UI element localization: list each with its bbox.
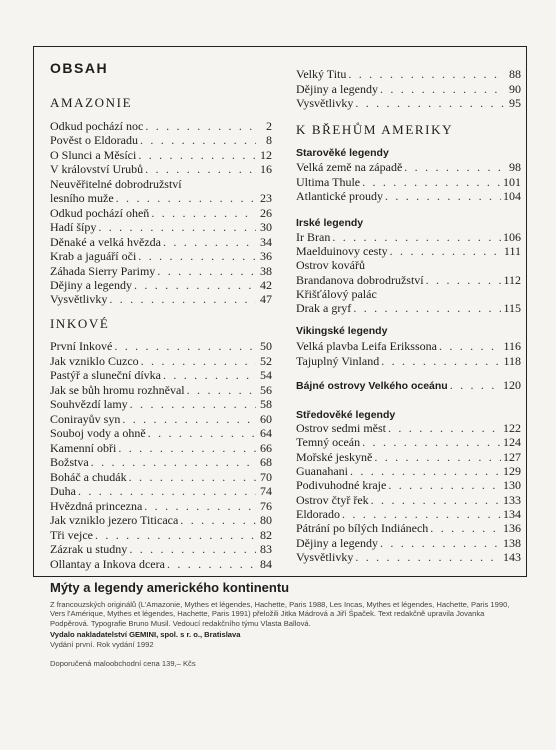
entry-title: Podivuhodné kraje [296,478,387,493]
entry-title: Ultima Thule [296,174,361,189]
toc-entry [296,190,521,203]
page-number: 98 [509,160,521,174]
dot-leader [426,274,502,287]
toc-entry [50,456,272,469]
page-number: 118 [503,353,521,368]
dot-leader [355,97,505,110]
page-number: 70 [260,469,272,484]
section-heading-k-brehum-ameriky: K BŘEHŮM AMERIKY [296,122,454,137]
dot-leader [362,176,501,189]
entry-title: Hvězdná princezna [50,498,143,513]
page-number: 124 [503,435,521,450]
entry-title: Velký Titu [296,67,347,81]
dot-leader [385,190,501,203]
toc-entry [296,422,521,435]
page-number: 130 [503,478,521,493]
toc-entry [50,529,272,542]
entry-title: Velká plavba Leifa Erikssona [296,339,437,353]
toc-entry: Neuvěřitelné dobrodružství [50,176,182,191]
entry-title: Pastýř a sluneční dívka [50,368,161,382]
page-number: 36 [260,249,272,264]
entry-title: Zázrak u studny [50,542,128,556]
page-number: 64 [260,426,272,440]
entry-title: Brandanova dobrodružství [296,272,424,287]
entry-title: Odkud pochází oheň [50,205,150,220]
toc-entry [296,355,521,368]
entry-title: Duha [50,484,76,498]
dot-leader [381,355,501,368]
entry-title: Krab a jaguáří oči [50,249,137,264]
group-heading-starovek: Starověké legendy [296,147,389,159]
entry-title: První Inkové [50,339,113,353]
dot-leader [348,68,505,81]
section-heading-amazonie: AMAZONIE [50,95,133,110]
entry-title: Jak se bůh hromu rozhněval [50,382,185,397]
dot-leader [390,245,502,258]
entry-title: Hadí šípy [50,220,97,235]
entry-title: Záhada Sierry Parimy [50,263,156,278]
toc-entry [50,250,272,263]
page-number: 8 [266,133,272,148]
toc-entry [50,500,272,513]
page-number: 80 [260,513,272,527]
dot-leader [129,471,256,484]
dot-leader [114,340,256,353]
dot-leader [144,500,256,513]
dot-leader [371,494,501,507]
entry-title: Atlantické proudy [296,189,383,203]
entry-title: Temný oceán [296,435,361,450]
entry-title: Jak vzniklo jezero Titicaca [50,513,179,527]
entry-title: Ostrov sedmi měst [296,421,386,435]
toc-entry [50,279,272,292]
edition-line: Vydání první. Rok vydání 1992 [50,640,154,649]
toc-entry [50,384,272,397]
page-number: 84 [260,556,272,571]
toc-entry-bajne-ostrovy [296,379,521,392]
entry-title: Tajuplný Vinland [296,353,380,368]
dot-leader [78,485,256,498]
page-number: 74 [260,484,272,498]
entry-title: Drak a gryf [296,301,352,315]
page-number: 12 [260,147,272,162]
entry-title: Bájné ostrovy Velkého oceánu [296,380,448,392]
toc-entry [296,302,521,315]
dot-leader [353,302,501,315]
entry-title: Maelduinovy cesty [296,244,388,259]
dot-leader [157,265,256,278]
toc-entry [296,551,521,564]
page-number: 116 [503,339,521,353]
toc-entry [296,537,521,550]
entry-title: V království Urubů [50,162,144,177]
toc-entry [50,514,272,527]
toc-entry [296,508,521,521]
entry-title: Boháč a chudák [50,469,127,484]
section-heading-inkove: INKOVÉ [50,316,110,331]
toc-entry [50,485,272,498]
toc-entry [50,471,272,484]
page-number: 56 [260,382,272,397]
page-number: 16 [260,162,272,177]
dot-leader [180,514,256,527]
page-number: 143 [503,550,521,565]
toc-entry [296,245,521,258]
toc-entry [50,558,272,571]
page-number: 90 [509,81,521,96]
toc-entry [296,231,521,244]
dot-leader [141,355,256,368]
dot-leader [151,207,256,220]
toc-entry [296,479,521,492]
book-title: Mýty a legendy amerického kontinentu [50,580,290,595]
entry-title: Vysvětlivky [50,292,108,307]
dot-leader [404,161,505,174]
group-heading-irske: Irské legendy [296,217,364,229]
dot-leader [439,340,501,353]
dot-leader [388,479,501,492]
page-number: 52 [260,353,272,368]
toc-entry [296,97,521,110]
toc-entry [296,494,521,507]
toc-entry [296,161,521,174]
toc-entry [50,265,272,278]
entry-title: Ostrov čtyř řek [296,492,369,507]
entry-title: Děnaké a velká hvězda [50,234,161,249]
group-heading-vikingske: Vikingské legendy [296,325,388,337]
page-number: 47 [260,292,272,307]
entry-title: Guanahani [296,464,348,479]
page-number: 120 [503,378,521,392]
entry-title: Jak vzniklo Cuzco [50,353,139,368]
entry-title: Odkud pochází noc [50,119,144,133]
entry-title: Dějiny a legendy [296,535,378,550]
entry-title: Velká země na západě [296,160,403,174]
entry-title: O Slunci a Měsíci [50,147,137,162]
toc-entry [50,221,272,234]
entry-title: Vysvětlivky [296,550,354,565]
entry-title: lesního muže [50,191,114,206]
dot-leader [380,83,505,96]
toc-entry: Křišťálový palác [296,286,377,301]
dot-leader [129,543,256,556]
page-number: 50 [260,339,272,353]
dot-leader [138,149,256,162]
toc-entry [296,436,521,449]
dot-leader [332,231,501,244]
dot-leader [130,398,256,411]
entry-title: Ir Bran [296,230,331,244]
page-number: 115 [503,301,521,315]
dot-leader [148,427,256,440]
toc-entry [50,442,272,455]
page-number: 23 [260,191,272,206]
page-number: 95 [509,96,521,110]
entry-title: Božstva [50,455,89,469]
dot-leader [167,558,256,571]
toc-entry [296,340,521,353]
page-number: 122 [503,421,521,435]
dot-leader [145,120,256,133]
page-number: 68 [260,455,272,469]
toc-entry [296,451,521,464]
toc-entry [50,149,272,162]
dot-leader [380,537,501,550]
page-number: 42 [260,277,272,292]
dot-leader [98,221,256,234]
page-number: 60 [260,411,272,426]
toc-entry [50,236,272,249]
page-number: 106 [503,230,521,244]
page-number: 134 [503,507,521,522]
page-number: 82 [260,527,272,542]
entry-title: Ollantay a Inkova dcera [50,556,165,571]
toc-entry [296,83,521,96]
entry-title: Souhvězdí lamy [50,397,128,411]
page-number: 30 [260,220,272,235]
toc-entry [296,274,521,287]
translation-credits: Z francouzských originálů (L'Amazonie, Mythes et légendes, Hachette, Paris 1988, Les Incas, Mythes et légendes, Hachette, Paris 1990, Vers l'Amérique, Mythes et légendes, Hachette, Paris 1991) přeložili Jitka Mádrová a Jiří Špaček. Text redakčně upravila Jovanka Podpěrová. Typografie Bruno Musil. Vedoucí redakčního týmu Vlasta Ballová. [50,600,510,628]
dot-leader [342,508,501,521]
dot-leader [350,465,501,478]
entry-title: Mořské jeskyně [296,449,373,464]
dot-leader [163,236,256,249]
dot-leader [145,163,256,176]
page-number: 88 [509,67,521,81]
dot-leader [374,451,501,464]
dot-leader [355,551,501,564]
dot-leader [138,250,256,263]
page-number: 58 [260,397,272,411]
dot-leader [163,369,256,382]
page-number: 54 [260,368,272,382]
page-number: 112 [503,272,521,287]
page-number: 127 [503,449,521,464]
page-number: 83 [260,542,272,556]
toc-entry [50,398,272,411]
publisher-text: Vydalo nakladatelství GEMINI, spol. s r. o., Bratislava [50,630,241,639]
toc-entry [50,120,272,133]
toc-entry [296,522,521,535]
toc-entry [296,68,521,81]
toc-entry [296,465,521,478]
dot-leader [362,436,501,449]
dot-leader [134,279,256,292]
dot-leader [450,379,501,392]
page-number: 136 [503,521,521,536]
dot-leader [109,293,256,306]
dot-leader [140,134,256,147]
page-number: 133 [503,492,521,507]
page-number: 101 [503,174,521,189]
page-number: 26 [260,205,272,220]
dot-leader [388,422,501,435]
toc-entry [50,427,272,440]
page-number: 138 [503,535,521,550]
toc-entry [296,176,521,189]
group-heading-stredovek: Středověké legendy [296,409,396,421]
entry-title: Kamenní obři [50,440,117,455]
page-number: 66 [260,440,272,455]
entry-title: Dějiny a legendy [50,277,132,292]
page-number: 104 [503,189,521,203]
entry-title: Souboj vody a ohně [50,426,146,440]
page-number: 111 [503,244,521,259]
page-number: 2 [266,119,272,133]
page-number: 76 [260,498,272,513]
toc-entry [50,293,272,306]
entry-title: Pátrání po bílých Indiánech [296,521,429,536]
entry-title: Pověst o Eldoradu [50,133,138,148]
toc-entry [50,369,272,382]
toc-entry: Ostrov kovářů [296,258,365,273]
publisher-line [50,630,520,639]
toc-entry [50,134,272,147]
entry-title: Tři vejce [50,527,93,542]
page-number: 34 [260,234,272,249]
dot-leader [430,522,501,535]
dot-leader [122,413,256,426]
dot-leader [95,529,256,542]
toc-entry [50,543,272,556]
toc-entry [50,192,272,205]
page-number: 38 [260,263,272,278]
page-number: 129 [503,464,521,479]
entry-title: Vysvětlivky [296,96,354,110]
toc-entry [50,340,272,353]
entry-title: Conirayův syn [50,411,121,426]
toc-entry [50,413,272,426]
dot-leader [187,384,256,397]
dot-leader [118,442,256,455]
entry-title: Eldorado [296,507,340,522]
toc-entry [50,355,272,368]
toc-entry [50,163,272,176]
contents-title: OBSAH [50,60,109,76]
entry-title: Dějiny a legendy [296,81,378,96]
dot-leader [91,456,256,469]
toc-entry [50,207,272,220]
dot-leader [116,192,256,205]
price-line: Doporučená maloobchodní cena 139,– Kčs [50,659,196,668]
